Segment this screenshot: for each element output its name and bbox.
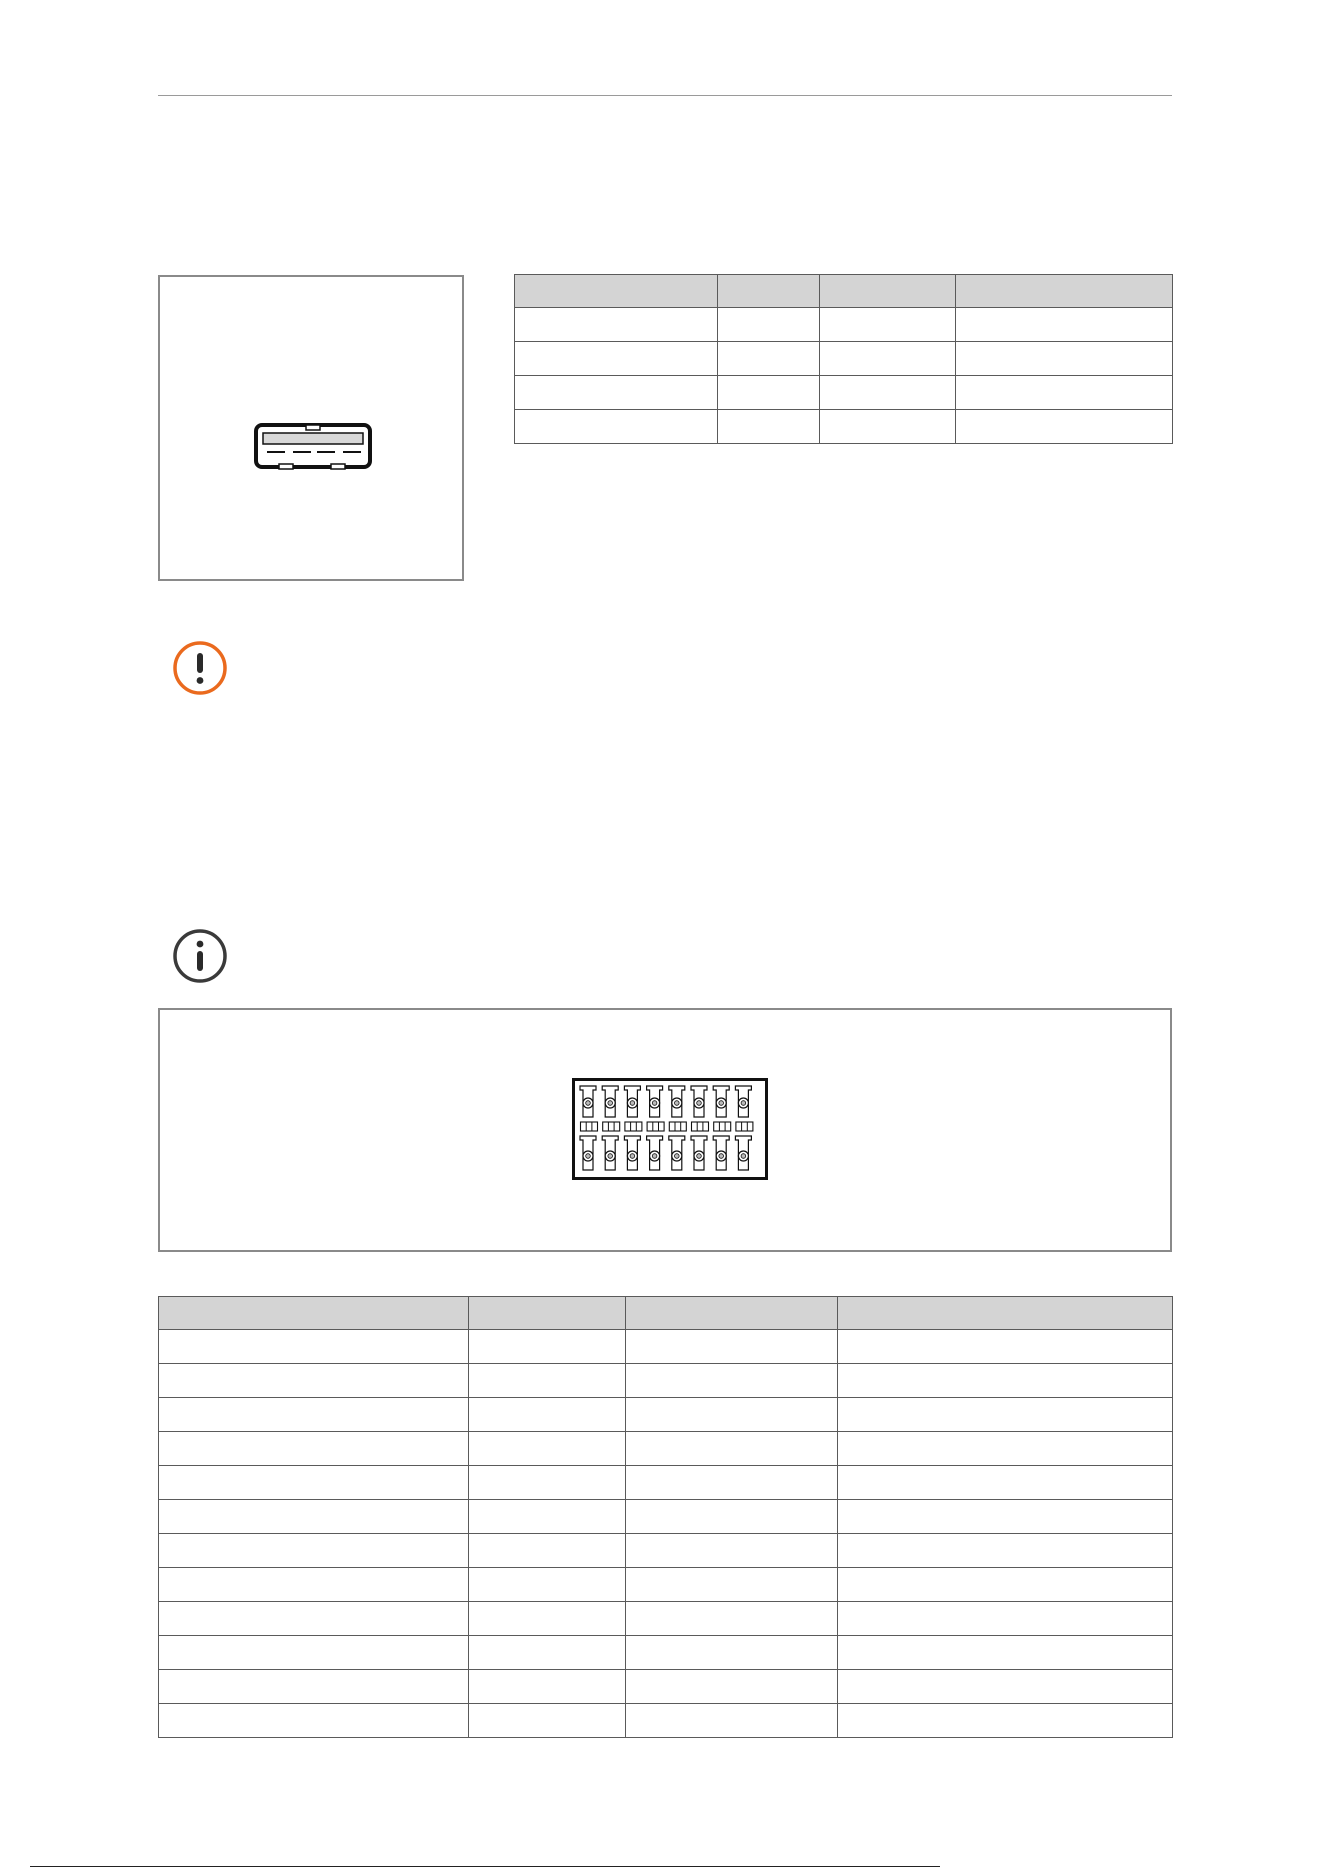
terminal-screw-head [630,1101,635,1106]
table-cell [159,1466,469,1500]
table-cell [159,1500,469,1534]
terminal-block-figure [158,1008,1172,1252]
table-row [159,1534,1173,1568]
table-cell [718,308,820,342]
table-header-cell [626,1297,838,1330]
table-row [515,342,1173,376]
table-row [159,1602,1173,1636]
table-header-cell [718,275,820,308]
table-cell [838,1364,1173,1398]
terminal-screw-head [652,1154,657,1159]
table-row [159,1500,1173,1534]
terminal-screw-head [630,1154,635,1159]
terminal-screw-head [697,1101,702,1106]
exclamation-circle-icon [172,640,228,696]
table-cell [956,342,1173,376]
table-cell [838,1534,1173,1568]
table-row [159,1670,1173,1704]
table-cell [469,1704,626,1738]
table-cell [469,1330,626,1364]
terminal-screw-head [675,1154,680,1159]
info-circle-icon [172,928,228,984]
table-cell [159,1568,469,1602]
table-cell [515,376,718,410]
table-cell [838,1432,1173,1466]
table-cell [718,410,820,444]
table-header-cell [159,1297,469,1330]
terminal-clamp [625,1122,642,1131]
terminal-clamp [692,1122,709,1131]
table-row [159,1432,1173,1466]
table-cell [838,1704,1173,1738]
table-cell [626,1670,838,1704]
terminal-screw-head [608,1154,613,1159]
table-row [159,1364,1173,1398]
table-cell [820,376,956,410]
table-cell [626,1466,838,1500]
table-row [159,1466,1173,1500]
table-header-cell [956,275,1173,308]
terminal-clamp [647,1122,664,1131]
terminal-screw-head [586,1154,591,1159]
terminal-screw-head [719,1154,724,1159]
table-header-cell [515,275,718,308]
table-header-cell [469,1297,626,1330]
table-cell [469,1364,626,1398]
table-header-cell [820,275,956,308]
table-cell [159,1364,469,1398]
table-row [159,1398,1173,1432]
table-cell [159,1602,469,1636]
table-cell [159,1330,469,1364]
table-cell [820,342,956,376]
table-cell [626,1636,838,1670]
table-cell [469,1500,626,1534]
table-cell [515,410,718,444]
terminal-screw-head [652,1101,657,1106]
table-cell [838,1398,1173,1432]
table-cell [820,410,956,444]
terminal-screw-head [586,1101,591,1106]
table-cell [469,1432,626,1466]
table-cell [838,1466,1173,1500]
terminal-screw-head [608,1101,613,1106]
terminal-screw-head [741,1154,746,1159]
table-cell [626,1602,838,1636]
table-cell [626,1534,838,1568]
table-cell [838,1568,1173,1602]
table-cell [159,1432,469,1466]
usb-connector-figure [158,275,464,581]
terminal-clamp [714,1122,731,1131]
table-cell [838,1330,1173,1364]
table-row [515,410,1173,444]
table-cell [956,376,1173,410]
table-cell [626,1330,838,1364]
table-cell [838,1636,1173,1670]
table-cell [469,1636,626,1670]
table-cell [159,1398,469,1432]
table-cell [515,342,718,376]
table-cell [469,1568,626,1602]
terminal-screw-head [697,1154,702,1159]
terminal-clamp [736,1122,753,1131]
table-cell [159,1534,469,1568]
table-header-cell [838,1297,1173,1330]
footer-rule [30,1866,940,1867]
table-row [159,1568,1173,1602]
table-cell [159,1670,469,1704]
table-cell [626,1432,838,1466]
table-cell [838,1602,1173,1636]
table-cell [838,1670,1173,1704]
usb-port-icon [253,422,375,474]
terminal-clamp [603,1122,620,1131]
terminal-clamp [669,1122,686,1131]
table-cell [469,1670,626,1704]
table-cell [515,308,718,342]
table-row [159,1636,1173,1670]
table-cell [469,1398,626,1432]
table-cell [469,1602,626,1636]
terminal-screw-head [675,1101,680,1106]
table-cell [626,1568,838,1602]
table-cell [159,1704,469,1738]
table-cell [956,410,1173,444]
table-cell [718,342,820,376]
table-row [159,1704,1173,1738]
terminal-clamp [581,1122,598,1131]
terminal-pinout-table [158,1296,1173,1738]
table-row [159,1330,1173,1364]
terminal-screw-head [719,1101,724,1106]
table-cell [469,1534,626,1568]
table-cell [626,1398,838,1432]
table-cell [626,1364,838,1398]
table-cell [956,308,1173,342]
table-cell [838,1500,1173,1534]
table-header-row [159,1297,1173,1330]
table-cell [626,1704,838,1738]
table-header-row [515,275,1173,308]
header-rule [158,95,1172,96]
table-row [515,376,1173,410]
table-cell [159,1636,469,1670]
usb-pinout-table [514,274,1173,444]
table-row [515,308,1173,342]
terminal-block-icon [572,1078,768,1180]
terminal-screw-head [741,1101,746,1106]
table-cell [820,308,956,342]
table-cell [718,376,820,410]
table-cell [469,1466,626,1500]
table-cell [626,1500,838,1534]
